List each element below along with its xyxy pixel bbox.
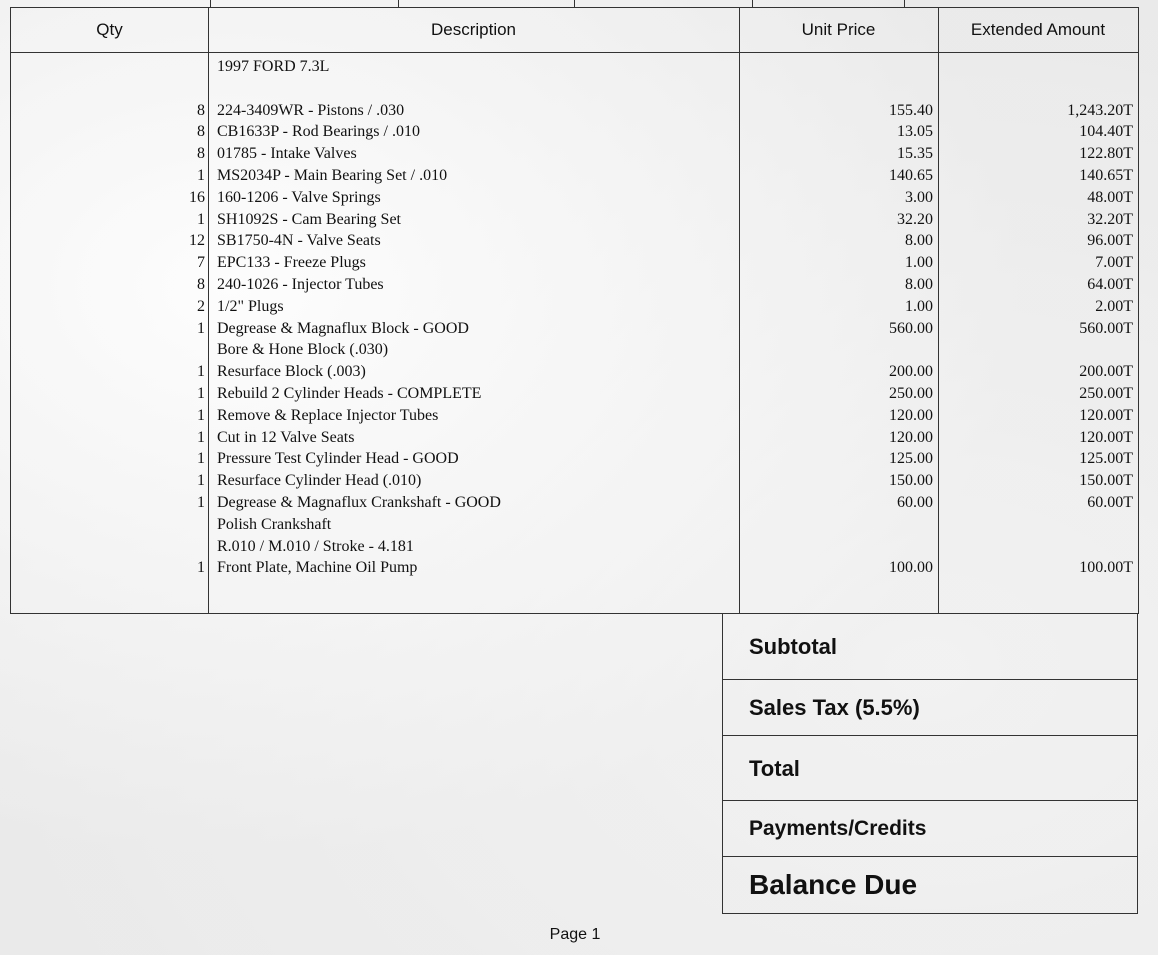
row-description: Polish Crankshaft xyxy=(217,515,332,533)
row-unit-price: 250.00 xyxy=(889,385,933,402)
row-qty: 8 xyxy=(197,276,205,293)
row-extended-amount: 104.40T xyxy=(1079,123,1133,141)
row-description: Pressure Test Cylinder Head - GOOD xyxy=(217,450,459,468)
row-qty: 2 xyxy=(197,297,205,315)
row-qty: 8 xyxy=(197,101,205,119)
row-unit-price: 15.35 xyxy=(897,145,933,163)
row-description: Degrease & Magnaflux Block - GOOD xyxy=(217,319,469,337)
row-qty: 1 xyxy=(197,428,205,446)
row-description: Cut in 12 Valve Seats xyxy=(217,428,355,446)
row-qty: 16 xyxy=(189,188,205,206)
table-row xyxy=(11,339,1138,361)
row-extended-amount: 140.65T xyxy=(1079,167,1133,184)
total-label: Total xyxy=(723,736,1137,801)
header-qty: Qty xyxy=(96,20,123,39)
header-extended-amount: Extended Amount xyxy=(970,20,1106,39)
row-unit-price: 1.00 xyxy=(905,254,933,272)
row-description: 1997 FORD 7.3L xyxy=(217,58,330,75)
table-row xyxy=(11,252,1138,274)
row-extended-amount: 1,243.20T xyxy=(1067,101,1133,119)
table-row xyxy=(11,56,1138,78)
row-extended-amount: 48.00T xyxy=(1087,188,1133,206)
row-extended-amount: 60.00T xyxy=(1087,494,1133,511)
row-unit-price: 120.00 xyxy=(889,428,933,446)
row-description: CB1633P - Rod Bearings / .010 xyxy=(217,123,420,141)
header-description: Description xyxy=(430,20,517,39)
row-qty: 8 xyxy=(197,145,205,163)
table-row xyxy=(11,274,1138,296)
row-unit-price: 8.00 xyxy=(905,232,933,250)
row-unit-price: 1.00 xyxy=(905,297,933,315)
row-qty: 1 xyxy=(197,472,205,490)
table-row xyxy=(11,100,1138,122)
row-extended-amount: 125.00T xyxy=(1079,450,1133,468)
table-row xyxy=(11,383,1138,405)
row-description: 224-3409WR - Pistons / .030 xyxy=(217,101,405,119)
row-description: 160-1206 - Valve Springs xyxy=(217,188,381,206)
table-row xyxy=(11,470,1138,492)
row-description: R.010 / M.010 / Stroke - 4.181 xyxy=(217,537,414,555)
table-row xyxy=(11,405,1138,427)
table-row xyxy=(11,536,1138,558)
row-extended-amount: 250.00T xyxy=(1079,385,1133,402)
row-unit-price: 3.00 xyxy=(905,188,933,206)
row-qty: 1 xyxy=(197,363,205,381)
row-qty: 1 xyxy=(197,559,205,577)
row-qty: 1 xyxy=(197,319,205,337)
table-header xyxy=(11,8,1138,53)
row-unit-price: 560.00 xyxy=(889,319,933,337)
row-description: Bore & Hone Block (.030) xyxy=(217,341,389,359)
row-description: Rebuild 2 Cylinder Heads - COMPLETE xyxy=(217,385,482,402)
table-row xyxy=(11,492,1138,514)
table-row xyxy=(11,296,1138,318)
row-description: SH1092S - Cam Bearing Set xyxy=(217,210,401,228)
row-extended-amount: 560.00T xyxy=(1079,319,1133,337)
table-row xyxy=(11,78,1138,100)
row-extended-amount: 122.80T xyxy=(1079,145,1133,163)
row-extended-amount: 200.00T xyxy=(1079,363,1133,381)
row-qty: 1 xyxy=(197,167,205,184)
row-unit-price: 155.40 xyxy=(889,101,933,119)
row-description: 01785 - Intake Valves xyxy=(217,145,357,163)
header-unit-price: Unit Price xyxy=(801,20,876,39)
row-description: EPC133 - Freeze Plugs xyxy=(217,254,366,272)
row-unit-price: 8.00 xyxy=(905,276,933,293)
row-description: Front Plate, Machine Oil Pump xyxy=(217,559,418,577)
payments-credits-label: Payments/Credits xyxy=(723,801,1137,857)
row-extended-amount: 32.20T xyxy=(1087,210,1133,228)
row-extended-amount: 120.00T xyxy=(1079,428,1133,446)
table-row xyxy=(11,143,1138,165)
table-row xyxy=(11,557,1138,579)
row-extended-amount: 100.00T xyxy=(1079,559,1133,577)
row-extended-amount: 2.00T xyxy=(1095,297,1133,315)
row-unit-price: 140.65 xyxy=(889,167,933,184)
table-row xyxy=(11,121,1138,143)
row-extended-amount: 120.00T xyxy=(1079,406,1133,424)
row-qty: 1 xyxy=(197,210,205,228)
row-qty: 1 xyxy=(197,385,205,402)
row-description: SB1750-4N - Valve Seats xyxy=(217,232,381,250)
row-description: MS2034P - Main Bearing Set / .010 xyxy=(217,167,448,184)
table-row xyxy=(11,514,1138,536)
table-row xyxy=(11,165,1138,187)
row-unit-price: 100.00 xyxy=(889,559,933,577)
table-row xyxy=(11,209,1138,231)
row-description: Resurface Cylinder Head (.010) xyxy=(217,472,422,490)
row-unit-price: 200.00 xyxy=(889,363,933,381)
row-extended-amount: 150.00T xyxy=(1079,472,1133,490)
row-description: Resurface Block (.003) xyxy=(217,363,366,381)
row-description: Degrease & Magnaflux Crankshaft - GOOD xyxy=(217,494,501,511)
row-unit-price: 60.00 xyxy=(897,494,933,511)
row-qty: 1 xyxy=(197,450,205,468)
row-description: Remove & Replace Injector Tubes xyxy=(217,406,439,424)
sales-tax-label: Sales Tax (5.5%) xyxy=(723,680,1137,736)
row-unit-price: 120.00 xyxy=(889,406,933,424)
table-row xyxy=(11,318,1138,340)
table-row xyxy=(11,427,1138,449)
table-row xyxy=(11,448,1138,470)
row-unit-price: 13.05 xyxy=(897,123,933,141)
row-description: 240-1026 - Injector Tubes xyxy=(217,276,384,293)
table-row xyxy=(11,230,1138,252)
row-qty: 8 xyxy=(197,123,205,141)
invoice-items-table xyxy=(10,7,1139,614)
row-qty: 1 xyxy=(197,406,205,424)
table-row xyxy=(11,361,1138,383)
row-extended-amount: 96.00T xyxy=(1087,232,1133,250)
balance-due-label: Balance Due xyxy=(749,869,918,900)
row-qty: 1 xyxy=(197,494,205,511)
row-unit-price: 125.00 xyxy=(889,450,933,468)
row-qty: 12 xyxy=(189,232,205,250)
row-unit-price: 150.00 xyxy=(889,472,933,490)
row-qty: 7 xyxy=(197,254,205,272)
row-description: 1/2" Plugs xyxy=(217,297,284,315)
row-extended-amount: 64.00T xyxy=(1087,276,1133,293)
table-row xyxy=(11,187,1138,209)
row-unit-price: 32.20 xyxy=(897,210,933,228)
subtotal-label: Subtotal xyxy=(723,614,1137,680)
totals-box xyxy=(722,614,1138,914)
row-extended-amount: 7.00T xyxy=(1095,254,1133,272)
page-number: Page 1 xyxy=(549,926,601,943)
